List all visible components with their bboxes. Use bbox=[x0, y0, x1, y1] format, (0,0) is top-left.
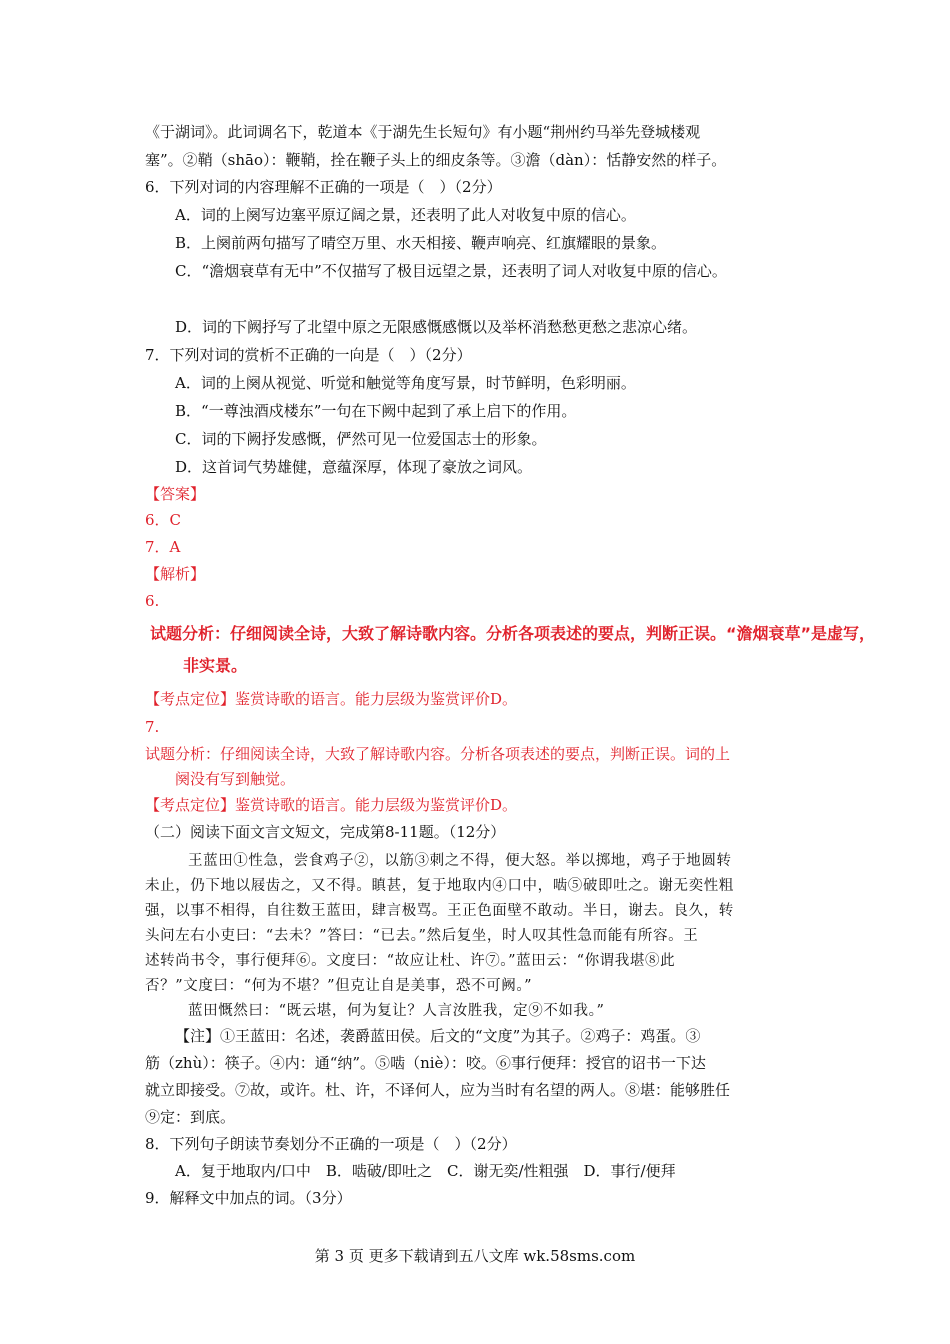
passage-line-1: 王蓝田①性急，尝食鸡子②，以筋③刺之不得，便大怒。举以掷地，鸡子于地圆转 bbox=[188, 853, 732, 869]
page-footer: 第 3 页 更多下载请到五八文库 wk.58sms.com bbox=[314, 1247, 636, 1265]
notes-line-1: 【注】①王蓝田：名述，袭爵蓝田侯。后文的“文度”为其子。②鸡子：鸡蛋。③ bbox=[175, 1027, 701, 1045]
passage-line-3: 强，以事不相得，自往数王蓝田，肆言极骂。王正色面壁不敢动。半日，谢去。良久，转 bbox=[145, 903, 734, 919]
q6-option-c: C．“澹烟衰草有无中”不仅描写了极目远望之景，还表明了词人对收复中原的信心。 bbox=[175, 262, 727, 280]
q7-option-c: C．词的下阙抒发感慨，俨然可见一位爱国志士的形象。 bbox=[175, 430, 547, 448]
answer-6: 6．C bbox=[145, 511, 182, 529]
question-6: 6．下列对词的内容理解不正确的一项是（ ）（2分） bbox=[145, 178, 502, 196]
analysis-heading: 【解析】 bbox=[145, 565, 206, 583]
note-line-1: 《于湖词》。此词调名下，乾道本《于湖先生长短句》有小题“荆州约马举先登城楼观 bbox=[145, 123, 701, 141]
analysis-7-number: 7. bbox=[145, 718, 160, 736]
analysis-6-number: 6. bbox=[145, 592, 160, 610]
notes-line-3: 就立即接受。⑦故，或许。杜、许，不译何人，应为当时有名望的两人。⑧堪：能够胜任 bbox=[145, 1081, 731, 1099]
q6-option-d: D．词的下阙抒写了北望中原之无限感慨感慨以及举杯消愁愁更愁之悲凉心绪。 bbox=[175, 318, 698, 336]
answer-7: 7．A bbox=[145, 538, 181, 556]
section-2-heading: （二）阅读下面文言文短文，完成第8-11题。（12分） bbox=[145, 823, 506, 841]
note-line-2: 塞”。②鞘（shāo）：鞭鞘，拴在鞭子头上的细皮条等。③澹（dàn）：恬静安然的样子。 bbox=[145, 151, 727, 169]
question-9: 9．解释文中加点的词。（3分） bbox=[145, 1189, 352, 1207]
q8-options: A．复于地取内/口中 B．啮破/即吐之 C．谢无奕/性粗强 D．事行/便拜 bbox=[175, 1162, 676, 1180]
q6-option-a: A．词的上阕写边塞平原辽阔之景，还表明了此人对收复中原的信心。 bbox=[175, 206, 636, 224]
notes-line-2: 筋（zhù）：筷子。④内：通“纳”。⑤啮（niè）：咬。⑥事行便拜：授官的诏书一下达 bbox=[145, 1054, 706, 1072]
passage-line-2: 未止，仍下地以屐齿之，又不得。瞋甚，复于地取内④口中，啮⑤破即吐之。谢无奕性粗 bbox=[145, 878, 734, 894]
analysis-7-locator: 【考点定位】鉴赏诗歌的语言。能力层级为鉴赏评价D。 bbox=[145, 796, 518, 814]
analysis-7-text-2: 阕没有写到触觉。 bbox=[175, 770, 296, 788]
analysis-7-text-1: 试题分析：仔细阅读全诗，大致了解诗歌内容。分析各项表述的要点，判断正误。词的上 bbox=[145, 745, 731, 763]
notes-line-4: ⑨定：到底。 bbox=[145, 1108, 236, 1126]
passage-line-5: 述转尚书令，事行便拜⑥。文度曰：“故应让杜、许⑦。”蓝田云：“你谓我堪⑧此 bbox=[145, 953, 676, 969]
passage-line-7: 蓝田慨然曰：“既云堪，何为复让？人言汝胜我，定⑨不如我。” bbox=[188, 1003, 605, 1019]
question-8: 8．下列句子朗读节奏划分不正确的一项是（ ）（2分） bbox=[145, 1135, 517, 1153]
q6-option-b: B．上阕前两句描写了晴空万里、水天相接、鞭声响亮、红旗耀眼的景象。 bbox=[175, 234, 667, 252]
q7-option-b: B．“一尊浊酒戍楼东”一句在下阙中起到了承上启下的作用。 bbox=[175, 402, 577, 420]
analysis-6-text-2: 非实景。 bbox=[183, 656, 248, 675]
q7-option-a: A．词的上阕从视觉、听觉和触觉等角度写景，时节鲜明，色彩明丽。 bbox=[175, 374, 636, 392]
analysis-6-locator: 【考点定位】鉴赏诗歌的语言。能力层级为鉴赏评价D。 bbox=[145, 690, 518, 708]
analysis-6-text-1: 试题分析：仔细阅读全诗，大致了解诗歌内容。分析各项表述的要点，判断正误。“澹烟衰草”是虚写， bbox=[150, 624, 876, 643]
question-7: 7．下列对词的赏析不正确的一向是（ ）（2分） bbox=[145, 346, 472, 364]
answer-heading: 【答案】 bbox=[145, 485, 206, 503]
passage-line-6: 否？”文度曰：“何为不堪？”但克让自是美事，恐不可阙。” bbox=[145, 978, 533, 994]
q7-option-d: D．这首词气势雄健，意蕴深厚，体现了豪放之词风。 bbox=[175, 458, 533, 476]
passage-line-4: 头问左右小吏曰：“去未？”答曰：“已去。”然后复坐，时人叹其性急而能有所容。王 bbox=[145, 928, 699, 944]
